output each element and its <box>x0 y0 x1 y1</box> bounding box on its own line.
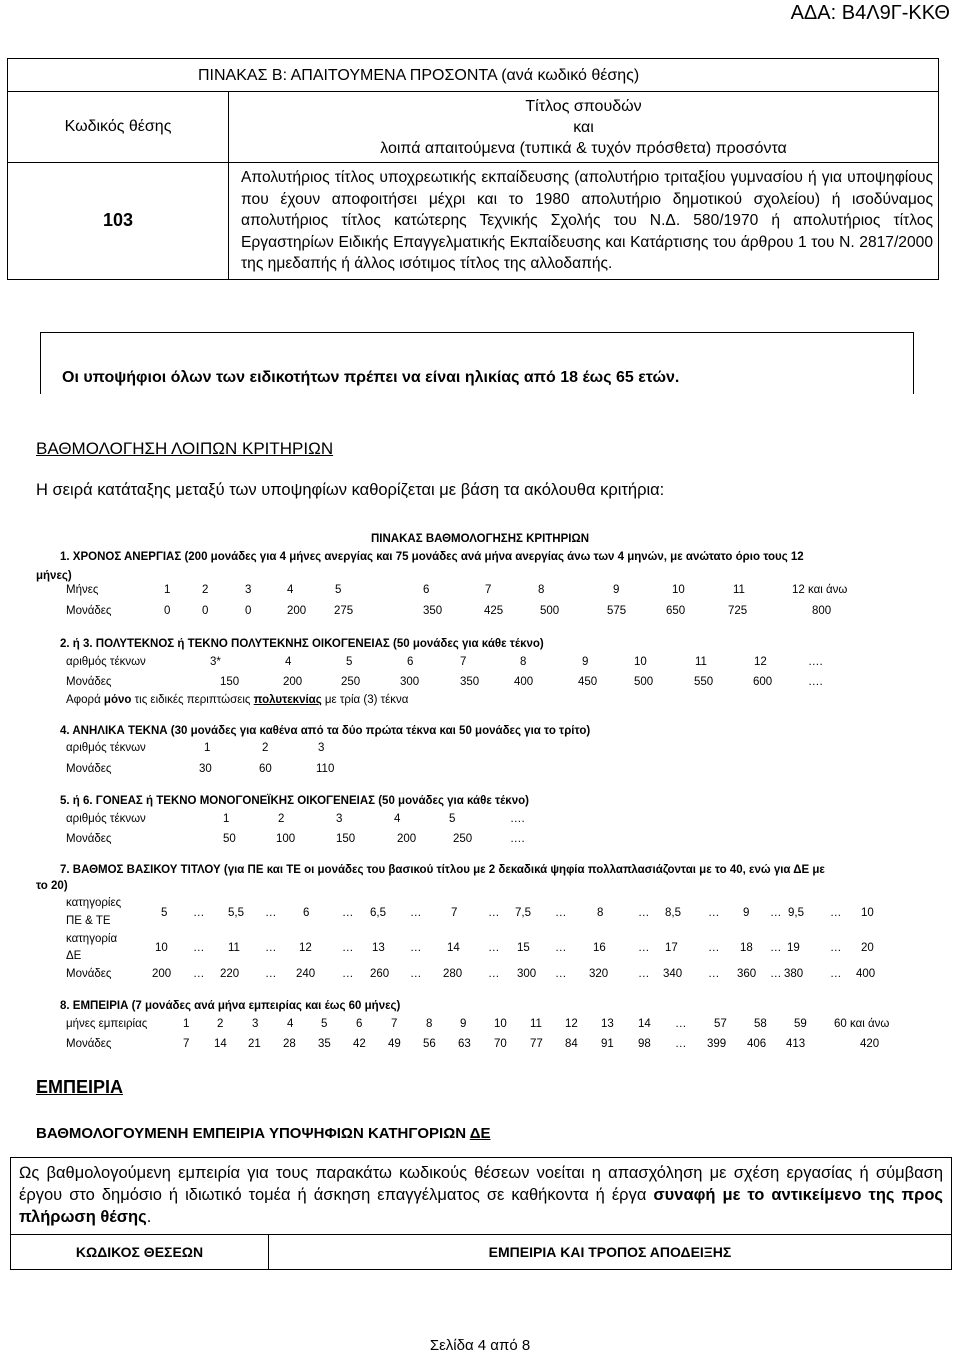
c1u-value: 575 <box>607 605 627 617</box>
c7de-value: … <box>410 942 422 954</box>
c7de-value: … <box>342 942 354 954</box>
c7u-value: … <box>555 968 567 980</box>
c5c-value: 2 <box>278 813 285 825</box>
c7u-value: 200 <box>152 968 172 980</box>
c5c-value: …. <box>510 813 525 825</box>
c1u-value: 650 <box>666 605 686 617</box>
c7pe-value: … <box>638 907 650 919</box>
vath-empeiria-heading <box>36 1125 491 1142</box>
c7-de-label-1: κατηγορία <box>66 933 118 945</box>
c8-units-label: Μονάδες <box>66 1038 112 1050</box>
c7u-value: 340 <box>663 968 683 980</box>
c1u-value: 725 <box>728 605 748 617</box>
c7pe-value: 5 <box>161 907 168 919</box>
c7pe-value: 5,5 <box>228 907 244 919</box>
c5-title: 5. ή 6. ΓΟΝΕΑΣ ή ΤΕΚΝΟ ΜΟΝΟΓΟΝΕΪΚΗΣ ΟΙΚΟΓΕΝΕΙΑΣ (50 μονάδες για κάθε τέκνο) <box>60 795 529 807</box>
c8u-value: 84 <box>565 1038 578 1050</box>
c8u-value: 63 <box>458 1038 471 1050</box>
c8m-value: 60 και άνω <box>834 1018 890 1030</box>
c5u-value: 50 <box>223 833 236 845</box>
c5-units-label: Μονάδες <box>66 833 112 845</box>
c7u-value: … <box>770 968 782 980</box>
c7u-value: … <box>193 968 205 980</box>
c2-title: 2. ή 3. ΠΟΛΥΤΕΚΝΟΣ ή ΤΕΚΝΟ ΠΟΛΥΤΕΚΝΗΣ ΟΙΚΟΓΕΝΕΙΑΣ (50 μονάδες για κάθε τέκνο) <box>60 638 544 650</box>
c4c-value: 3 <box>318 742 325 754</box>
c2u-value: 200 <box>283 676 303 688</box>
c8u-value: 406 <box>747 1038 767 1050</box>
c8u-value: 42 <box>353 1038 366 1050</box>
c7-pe-label-1: κατηγορίες <box>66 897 122 909</box>
c1m-value: 3 <box>245 584 252 596</box>
c7pe-value: … <box>708 907 720 919</box>
c8-months-label: μήνες εμπειρίας <box>66 1018 148 1030</box>
c8m-value: 2 <box>217 1018 224 1030</box>
c8u-value: 399 <box>707 1038 727 1050</box>
c8m-value: 59 <box>794 1018 807 1030</box>
c1m-value: 9 <box>613 584 620 596</box>
c8m-value: 13 <box>601 1018 614 1030</box>
c2c-value: 11 <box>695 656 707 668</box>
c8u-value: 7 <box>183 1038 190 1050</box>
c8m-value: 7 <box>391 1018 398 1030</box>
vath-empeiria-b: ΔΕ <box>469 1125 491 1142</box>
c8m-value: 58 <box>754 1018 767 1030</box>
c8m-value: 11 <box>530 1018 542 1030</box>
c7u-value: 260 <box>370 968 390 980</box>
c4-children-label: αριθμός τέκνων <box>66 742 146 754</box>
c7de-value: 16 <box>593 942 606 954</box>
c7u-value: 300 <box>517 968 537 980</box>
c7de-value: 17 <box>665 942 678 954</box>
c5c-value: 4 <box>394 813 401 825</box>
criteria-title: ΠΙΝΑΚΑΣ ΒΑΘΜΟΛΟΓΗΣΗΣ ΚΡΙΤΗΡΙΩΝ <box>371 533 589 545</box>
c7de-value: … <box>193 942 205 954</box>
c7de-value: 12 <box>299 942 312 954</box>
c7pe-value: 6,5 <box>370 907 386 919</box>
c2-note-a: Αφορά <box>66 694 104 706</box>
c8u-value: 56 <box>423 1038 436 1050</box>
c1m-value: 7 <box>485 584 492 596</box>
c2u-value: 450 <box>578 676 598 688</box>
c2c-value: 7 <box>460 656 467 668</box>
c1m-value: 5 <box>335 584 342 596</box>
table-title: ΠΙΝΑΚΑΣ Β: ΑΠΑΙΤΟΥΜΕΝΑ ΠΡΟΣΟΝΤΑ (ανά κωδικό θέσης) <box>8 59 939 92</box>
c7pe-value: … <box>265 907 277 919</box>
col-header-quals <box>229 92 939 163</box>
c2c-value: …. <box>808 656 823 668</box>
c7-de-label-2: ΔΕ <box>66 950 82 962</box>
c2c-value: 9 <box>582 656 589 668</box>
c1u-value: 275 <box>334 605 354 617</box>
c1m-value: 10 <box>672 584 685 596</box>
c4c-value: 2 <box>262 742 269 754</box>
c1m-value: 11 <box>733 584 745 596</box>
c2u-value: 150 <box>220 676 240 688</box>
c2c-value: 8 <box>520 656 527 668</box>
c7pe-value: 9 <box>743 907 750 919</box>
c7de-value: 10 <box>155 942 168 954</box>
c5u-value: 250 <box>453 833 473 845</box>
row-quals-text: Απολυτήριος τίτλος υποχρεωτικής εκπαίδευσης (απολυτήριο τριταξίου γυμνασίου ή για υποψηφίους που έχουν αποφοιτήσει μέχρι και το 1980 απολυτήριο δημοτικού σχολείου) ή ισοδύναμος απολυτήριος τίτλος κατώτερης Τεχνικής Σχολής του Ν.Δ. 580/1970 ή απολυτήριος τίτλος Εργαστηρίων Ειδικής Επαγγελματικής Εκπαίδευσης και Κατάρτισης του άρθρου 1 του Ν. 2817/2000 της ημεδαπής ή άλλος ισότιμος τίτλος της αλλοδαπής. <box>229 163 939 280</box>
ada-code: ΑΔΑ: Β4Λ9Γ-ΚΚΘ <box>790 2 950 24</box>
c8m-value: 5 <box>321 1018 328 1030</box>
c7u-value: … <box>638 968 650 980</box>
c7pe-value: 8,5 <box>665 907 681 919</box>
c1-line1: 1. ΧΡΟΝΟΣ ΑΝΕΡΓΙΑΣ (200 μονάδες για 4 μήνες ανεργίας και 75 μονάδες ανά μήνα ανεργίας άνω των 4 μηνών, με ανώτατο όριο τους 12 <box>60 551 804 563</box>
c5u-value: …. <box>510 833 525 845</box>
col-header-code: Κωδικός θέσης <box>8 92 229 163</box>
c4c-value: 1 <box>204 742 211 754</box>
c8m-value: 6 <box>356 1018 363 1030</box>
c5u-value: 150 <box>336 833 356 845</box>
quals-head-line1: Τίτλος σπουδών <box>525 97 642 115</box>
c1m-value: 4 <box>287 584 294 596</box>
vath-empeiria-a: ΒΑΘΜΟΛΟΓΟΥΜΕΝΗ ΕΜΠΕΙΡΙΑ ΥΠΟΨΗΦΙΩΝ ΚΑΤΗΓΟΡΙΩΝ <box>36 1125 470 1142</box>
c7pe-value: 7,5 <box>515 907 531 919</box>
c2u-value: 550 <box>694 676 714 688</box>
c1-units-label: Μονάδες <box>66 605 112 617</box>
c7de-value: 14 <box>447 942 460 954</box>
c1u-value: 425 <box>484 605 504 617</box>
c2c-value: 6 <box>407 656 414 668</box>
c7pe-value: … <box>830 907 842 919</box>
c8-title: 8. ΕΜΠΕΙΡΙΑ (7 μονάδες ανά μήνα εμπειρίας και έως 60 μήνες) <box>60 1000 401 1012</box>
c7u-value: … <box>410 968 422 980</box>
c7pe-value: 7 <box>451 907 458 919</box>
c1m-value: 6 <box>423 584 430 596</box>
col-header-experience: ΕΜΠΕΙΡΙΑ ΚΑΙ ΤΡΟΠΟΣ ΑΠΟΔΕΙΞΗΣ <box>269 1235 952 1270</box>
c7u-value: … <box>342 968 354 980</box>
c8u-value: 35 <box>318 1038 331 1050</box>
c7u-value: … <box>830 968 842 980</box>
c1m-value: 1 <box>164 584 171 596</box>
c7de-value: 13 <box>372 942 385 954</box>
c7u-value: … <box>265 968 277 980</box>
c7-units-label: Μονάδες <box>66 968 112 980</box>
c2u-value: …. <box>808 676 823 688</box>
c1u-value: 500 <box>540 605 560 617</box>
c2u-value: 300 <box>400 676 420 688</box>
c4u-value: 30 <box>199 763 212 775</box>
c8u-value: 21 <box>248 1038 261 1050</box>
c7de-value: … <box>830 942 842 954</box>
col-header-position-codes: ΚΩΔΙΚΟΣ ΘΕΣΕΩΝ <box>11 1235 269 1270</box>
c4u-value: 110 <box>316 763 335 775</box>
c1m-value: 12 και άνω <box>792 584 848 596</box>
c7de-value: 11 <box>228 942 240 954</box>
c1u-value: 800 <box>812 605 832 617</box>
quals-head-line3: λοιπά απαιτούμενα (τυπικά & τυχόν πρόσθετα) προσόντα <box>380 139 787 157</box>
c1u-value: 200 <box>287 605 307 617</box>
c1u-value: 0 <box>202 605 209 617</box>
c5u-value: 200 <box>397 833 417 845</box>
c8m-value: … <box>675 1018 687 1030</box>
c2u-value: 400 <box>514 676 534 688</box>
c7de-value: … <box>265 942 277 954</box>
c8u-value: 28 <box>283 1038 296 1050</box>
c2-children-label: αριθμός τέκνων <box>66 656 146 668</box>
c4-title: 4. ΑΝΗΛΙΚΑ ΤΕΚΝΑ (30 μονάδες για καθένα από τα δύο πρώτα τέκνα και 50 μονάδες για το τρίτο) <box>60 725 591 737</box>
c8u-value: 91 <box>601 1038 614 1050</box>
c2u-value: 500 <box>634 676 654 688</box>
c2-note-d: πολυτεκνίας <box>253 694 322 706</box>
c8u-value: 98 <box>638 1038 651 1050</box>
c7pe-value: … <box>342 907 354 919</box>
c8u-value: 70 <box>494 1038 507 1050</box>
c5-children-label: αριθμός τέκνων <box>66 813 146 825</box>
c8m-value: 8 <box>426 1018 433 1030</box>
c2c-value: 3* <box>210 656 221 668</box>
c2-note-b: μόνο <box>103 694 132 706</box>
c7u-value: 400 <box>856 968 876 980</box>
c7pe-value: … <box>410 907 422 919</box>
c5c-value: 3 <box>336 813 343 825</box>
c5u-value: 100 <box>276 833 296 845</box>
c7u-value: 320 <box>589 968 609 980</box>
exp-para-c: . <box>146 1208 152 1226</box>
page-footer: Σελίδα 4 από 8 <box>429 1337 531 1354</box>
age-note: Οι υποψήφιοι όλων των ειδικοτήτων πρέπει να είναι ηλικίας από 18 έως 65 ετών. <box>62 369 680 386</box>
c7de-value: 18 <box>740 942 753 954</box>
vathmologisi-heading: ΒΑΘΜΟΛΟΓΗΣΗ ΛΟΙΠΩΝ ΚΡΙΤΗΡΙΩΝ <box>36 439 334 458</box>
c5c-value: 1 <box>223 813 230 825</box>
c7u-value: 380 <box>784 968 804 980</box>
c7u-value: … <box>708 968 720 980</box>
c8m-value: 12 <box>565 1018 578 1030</box>
c2u-value: 250 <box>341 676 361 688</box>
c7-line2: το 20) <box>36 880 68 892</box>
c7de-value: 19 <box>787 942 800 954</box>
exp-para-b: συναφή με το αντικείμενο της προς πλήρωση θέσης <box>19 1186 943 1226</box>
c7pe-value: 8 <box>597 907 604 919</box>
c7u-value: 360 <box>737 968 757 980</box>
c8u-value: 420 <box>860 1038 880 1050</box>
c8m-value: 10 <box>494 1018 507 1030</box>
c7de-value: … <box>555 942 567 954</box>
exp-para-a: Ως βαθμολογούμενη εμπειρία για τους παρακάτω κωδικούς θέσεων νοείται η απασχόληση με σχέση εργασίας ή σύμβαση έργου στο δημόσιο ή ιδιωτικό τομέα ή άσκηση επαγγέλματος σε καθήκοντα ή έργα <box>19 1164 943 1204</box>
c1u-value: 350 <box>423 605 443 617</box>
c2u-value: 350 <box>460 676 480 688</box>
c7u-value: 240 <box>296 968 316 980</box>
c7-pe-label-2: ΠΕ & ΤΕ <box>66 915 111 927</box>
c7de-value: 15 <box>517 942 530 954</box>
c2u-value: 600 <box>753 676 773 688</box>
c1m-value: 8 <box>538 584 545 596</box>
c7pe-value: … <box>193 907 205 919</box>
c7pe-value: 6 <box>303 907 310 919</box>
c7de-value: … <box>708 942 720 954</box>
c7u-value: 280 <box>443 968 463 980</box>
c2-note <box>66 694 408 706</box>
c2-note-e: με τρία (3) τέκνα <box>321 694 409 706</box>
c8m-value: 1 <box>183 1018 190 1030</box>
c7pe-value: 9,5 <box>788 907 804 919</box>
c2-note-c: τις ειδικές περιπτώσεις <box>131 694 254 706</box>
c8u-value: 413 <box>786 1038 806 1050</box>
c2c-value: 5 <box>346 656 353 668</box>
c7pe-value: … <box>555 907 567 919</box>
c7de-value: 20 <box>861 942 874 954</box>
c2c-value: 12 <box>754 656 767 668</box>
c8m-value: 57 <box>714 1018 727 1030</box>
c7de-value: … <box>638 942 650 954</box>
c7pe-value: … <box>488 907 500 919</box>
c8m-value: 9 <box>460 1018 467 1030</box>
seira-text: Η σειρά κατάταξης μεταξύ των υποψηφίων καθορίζεται με βάση τα ακόλουθα κριτήρια: <box>36 481 665 499</box>
c7de-value: … <box>488 942 500 954</box>
c2c-value: 4 <box>285 656 292 668</box>
experience-table <box>10 1157 952 1270</box>
experience-paragraph <box>11 1158 952 1235</box>
c8u-value: … <box>675 1038 687 1050</box>
c8m-value: 3 <box>252 1018 259 1030</box>
c1u-value: 0 <box>164 605 171 617</box>
c2c-value: 10 <box>634 656 647 668</box>
row-code: 103 <box>8 163 229 280</box>
c7u-value: 220 <box>220 968 240 980</box>
c7pe-value: 10 <box>861 907 874 919</box>
c8u-value: 49 <box>388 1038 401 1050</box>
c8u-value: 77 <box>530 1038 543 1050</box>
c4u-value: 60 <box>259 763 272 775</box>
empeiria-heading: ΕΜΠΕΙΡΙΑ <box>36 1077 124 1097</box>
c8m-value: 4 <box>287 1018 294 1030</box>
c1-months-label: Μήνες <box>66 584 99 596</box>
c7-line1: 7. ΒΑΘΜΟΣ ΒΑΣΙΚΟΥ ΤΙΤΛΟΥ (για ΠΕ και ΤΕ οι μονάδες του βασικού τίτλου με 2 δεκαδικά ψηφία πολλαπλασιάζονται με το 40, ενώ για ΔΕ με <box>60 864 825 876</box>
c7u-value: … <box>488 968 500 980</box>
c7pe-value: … <box>770 907 782 919</box>
c2-units-label: Μονάδες <box>66 676 112 688</box>
c5c-value: 5 <box>449 813 456 825</box>
c1u-value: 0 <box>245 605 252 617</box>
c7de-value: … <box>770 942 782 954</box>
c4-units-label: Μονάδες <box>66 763 112 775</box>
c1-line2: μήνες) <box>36 570 72 582</box>
c8m-value: 14 <box>638 1018 651 1030</box>
c8u-value: 14 <box>214 1038 227 1050</box>
c1m-value: 2 <box>202 584 209 596</box>
qualifications-table <box>7 58 939 280</box>
quals-head-line2: και <box>573 118 594 136</box>
